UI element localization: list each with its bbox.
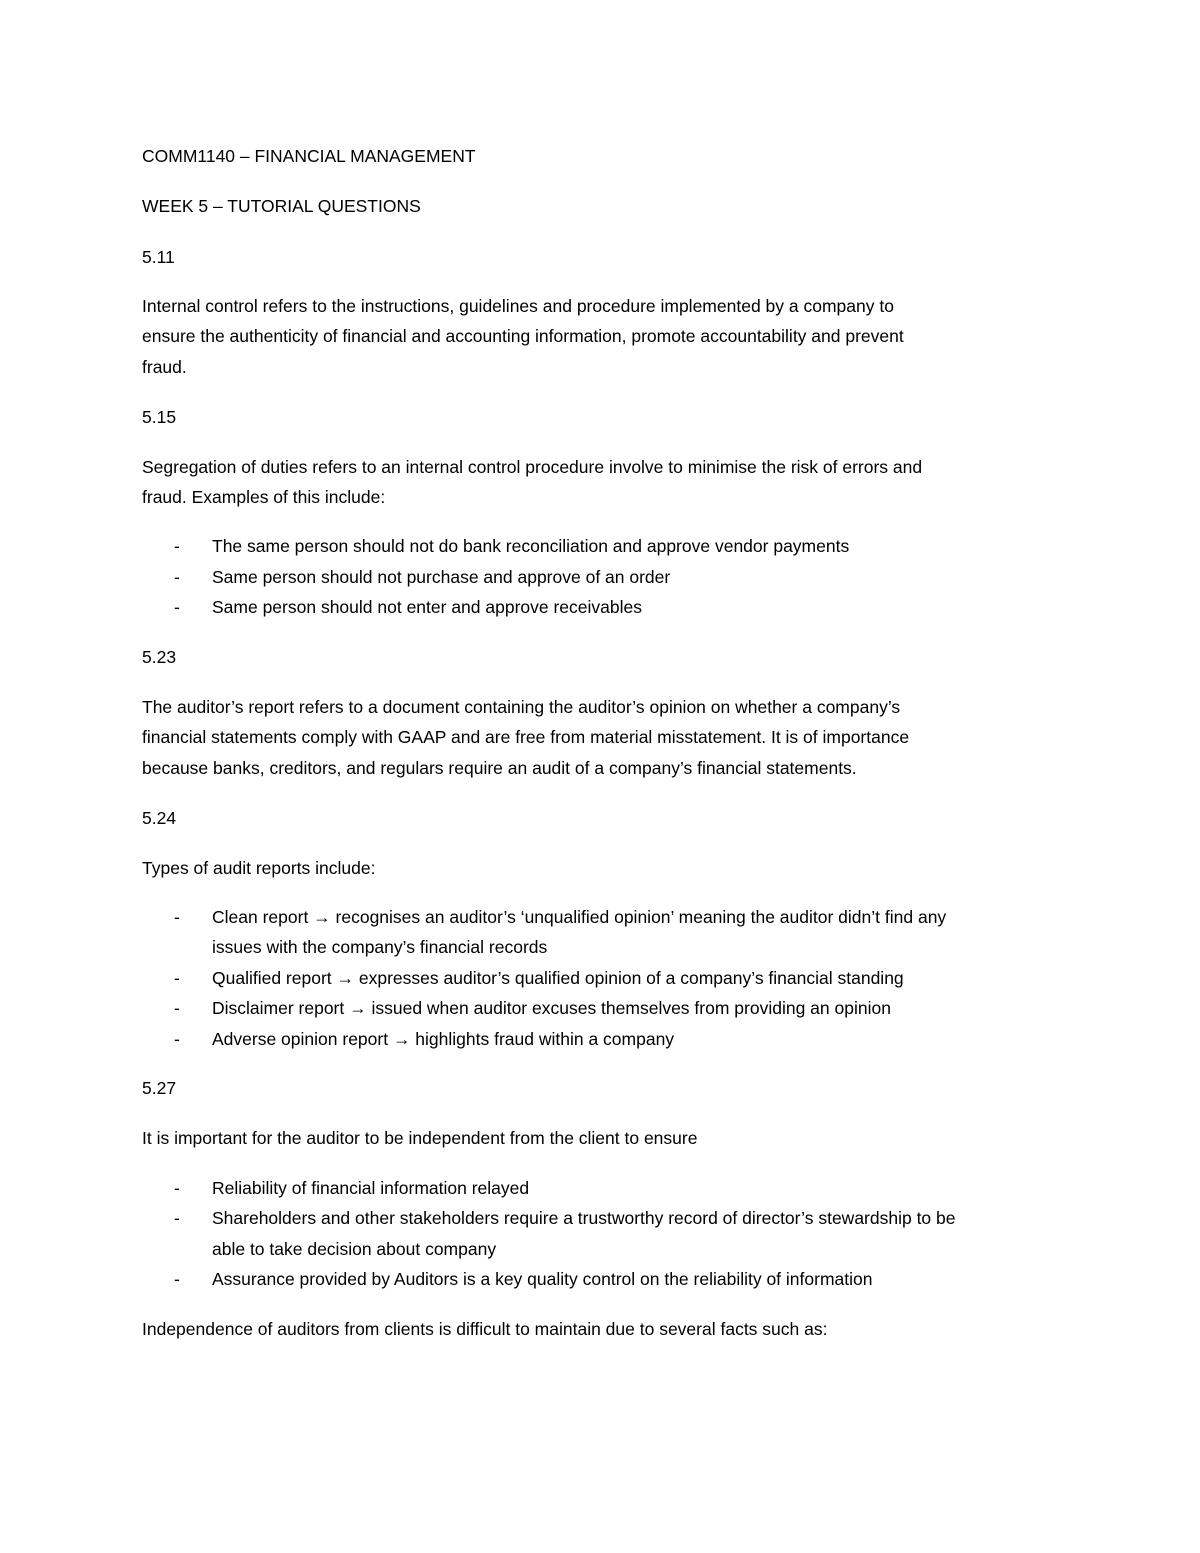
answer-line: The auditor’s report refers to a document containing the auditor’s opinion on whether a company’s xyxy=(142,697,901,717)
bullet-dash: - xyxy=(174,998,180,1018)
bullet-item: Clean report → recognises an auditor’s ‘unqualified opinion’ meaning the auditor didn’t find any xyxy=(212,907,947,927)
answer-line: Types of audit reports include: xyxy=(142,858,376,878)
bullet-item-continuation: issues with the company’s financial records xyxy=(212,937,548,957)
bullet-item: Assurance provided by Auditors is a key quality control on the reliability of information xyxy=(212,1269,873,1289)
bullet-item: Adverse opinion report → highlights fraud within a company xyxy=(212,1029,675,1049)
bullet-item: The same person should not do bank reconciliation and approve vendor payments xyxy=(212,536,850,556)
answer-line: financial statements comply with GAAP and are free from material misstatement. It is of importance xyxy=(142,727,910,747)
question-number: 5.15 xyxy=(142,407,177,427)
bullet-dash: - xyxy=(174,968,180,988)
question-number: 5.11 xyxy=(142,247,175,267)
bullet-item: Same person should not purchase and approve of an order xyxy=(212,567,671,587)
bullet-item: Same person should not enter and approve receivables xyxy=(212,597,642,617)
answer-line: fraud. xyxy=(142,357,187,377)
course-title: COMM1140 – FINANCIAL MANAGEMENT xyxy=(142,146,476,166)
bullet-dash: - xyxy=(174,1269,180,1289)
bullet-dash: - xyxy=(174,567,180,587)
answer-line: fraud. Examples of this include: xyxy=(142,487,386,507)
question-number: 5.23 xyxy=(142,647,177,667)
question-number: 5.27 xyxy=(142,1078,177,1098)
answer-line: ensure the authenticity of financial and accounting information, promote accountability and prevent xyxy=(142,326,904,346)
bullet-dash: - xyxy=(174,907,180,927)
bullet-item: Disclaimer report → issued when auditor excuses themselves from providing an opinion xyxy=(212,998,891,1018)
bullet-item: Reliability of financial information relayed xyxy=(212,1178,530,1198)
answer-line: because banks, creditors, and regulars require an audit of a company’s financial statements. xyxy=(142,758,857,778)
answer-line: Segregation of duties refers to an internal control procedure involve to minimise the risk of errors and xyxy=(142,457,923,477)
bullet-dash: - xyxy=(174,1208,180,1228)
bullet-item-continuation: able to take decision about company xyxy=(212,1239,497,1259)
bullet-item: Qualified report → expresses auditor’s qualified opinion of a company’s financial standing xyxy=(212,968,904,988)
question-number: 5.24 xyxy=(142,808,177,828)
week-title: WEEK 5 – TUTORIAL QUESTIONS xyxy=(142,196,421,216)
bullet-dash: - xyxy=(174,536,180,556)
bullet-dash: - xyxy=(174,1029,180,1049)
bullet-dash: - xyxy=(174,1178,180,1198)
bullet-dash: - xyxy=(174,597,180,617)
bullet-item: Shareholders and other stakeholders require a trustworthy record of director’s stewardship to be xyxy=(212,1208,956,1228)
answer-line: Internal control refers to the instructions, guidelines and procedure implemented by a company to xyxy=(142,296,894,316)
closing-line: Independence of auditors from clients is difficult to maintain due to several facts such as: xyxy=(142,1319,828,1339)
answer-line: It is important for the auditor to be independent from the client to ensure xyxy=(142,1128,698,1148)
